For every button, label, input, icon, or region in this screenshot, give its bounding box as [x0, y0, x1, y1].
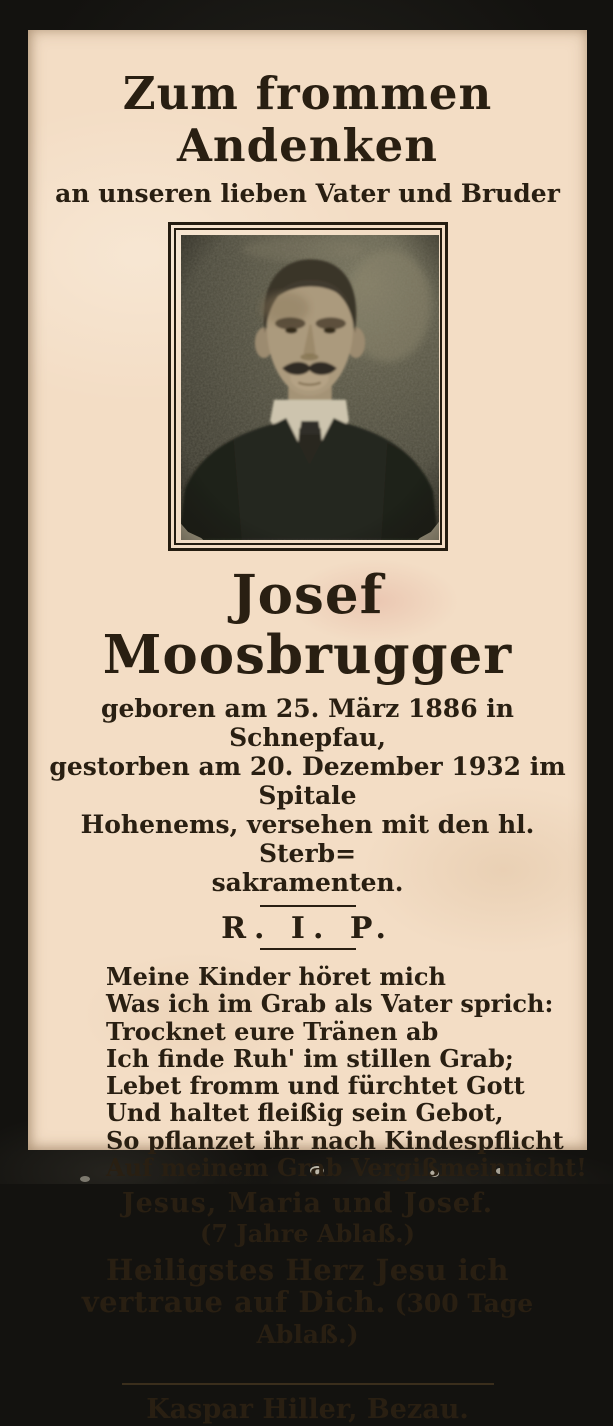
poem-line: Trocknet eure Tränen ab — [106, 1016, 439, 1046]
poem-line: Meine Kinder höret mich — [106, 962, 446, 991]
printer-line: Kaspar Hiller, Bezau. — [146, 1394, 469, 1426]
life-details-line: Hohenems, versehen mit den hl. Sterb= — [80, 810, 535, 868]
portrait-photo-frame — [168, 222, 448, 551]
rip-text: R. I. P. — [221, 911, 394, 946]
sacred-heart-prayer-bold: Heiligstes Herz Jesu ich vertraue auf Dich. — [81, 1253, 509, 1320]
memorial-poem — [106, 963, 587, 1181]
poem-line: Was ich im Grab als Vater sprich: — [106, 989, 554, 1019]
printer-divider-rule — [122, 1383, 494, 1385]
life-details-line: gestorben am 20. Dezember 1932 im Spitale — [49, 752, 566, 810]
life-details — [28, 694, 587, 897]
dust-speck — [80, 1176, 90, 1182]
portrait-photo-inner-frame — [174, 228, 442, 545]
indulgence-note-7-years: (7 Jahre Ablaß.) — [199, 1219, 416, 1249]
divider-rule — [260, 948, 356, 950]
indulgence-note-300-days: (300 Tage Ablaß.) — [256, 1289, 534, 1350]
sacred-heart-prayer — [38, 1255, 578, 1350]
divider-rule — [260, 905, 356, 907]
deceased-name: Josef Moosbrugger — [102, 564, 513, 686]
poem-line: Lebet fromm und fürchtet Gott — [106, 1071, 525, 1101]
card-subtitle: an unseren lieben Vater und Bruder — [55, 179, 560, 208]
poem-line: Und haltet fleißig sein Gebot, — [106, 1098, 504, 1128]
invocation-names: Jesus, Maria und Josef. — [121, 1188, 494, 1220]
poem-line: So pflanzet ihr nach Kindespflicht — [106, 1125, 564, 1155]
poem-line: Ich finde Ruh' im stillen Grab; — [106, 1043, 514, 1073]
life-details-line: geboren am 25. März 1886 in Schnepfau, — [101, 694, 514, 752]
card-title: Zum frommen Andenken — [122, 67, 493, 172]
poem-line: Auf meinem Grab Vergißmeinnicht! — [106, 1153, 587, 1183]
life-details-line: sakramenten. — [211, 868, 404, 897]
portrait-photo — [181, 235, 439, 540]
memorial-card — [28, 30, 587, 1426]
